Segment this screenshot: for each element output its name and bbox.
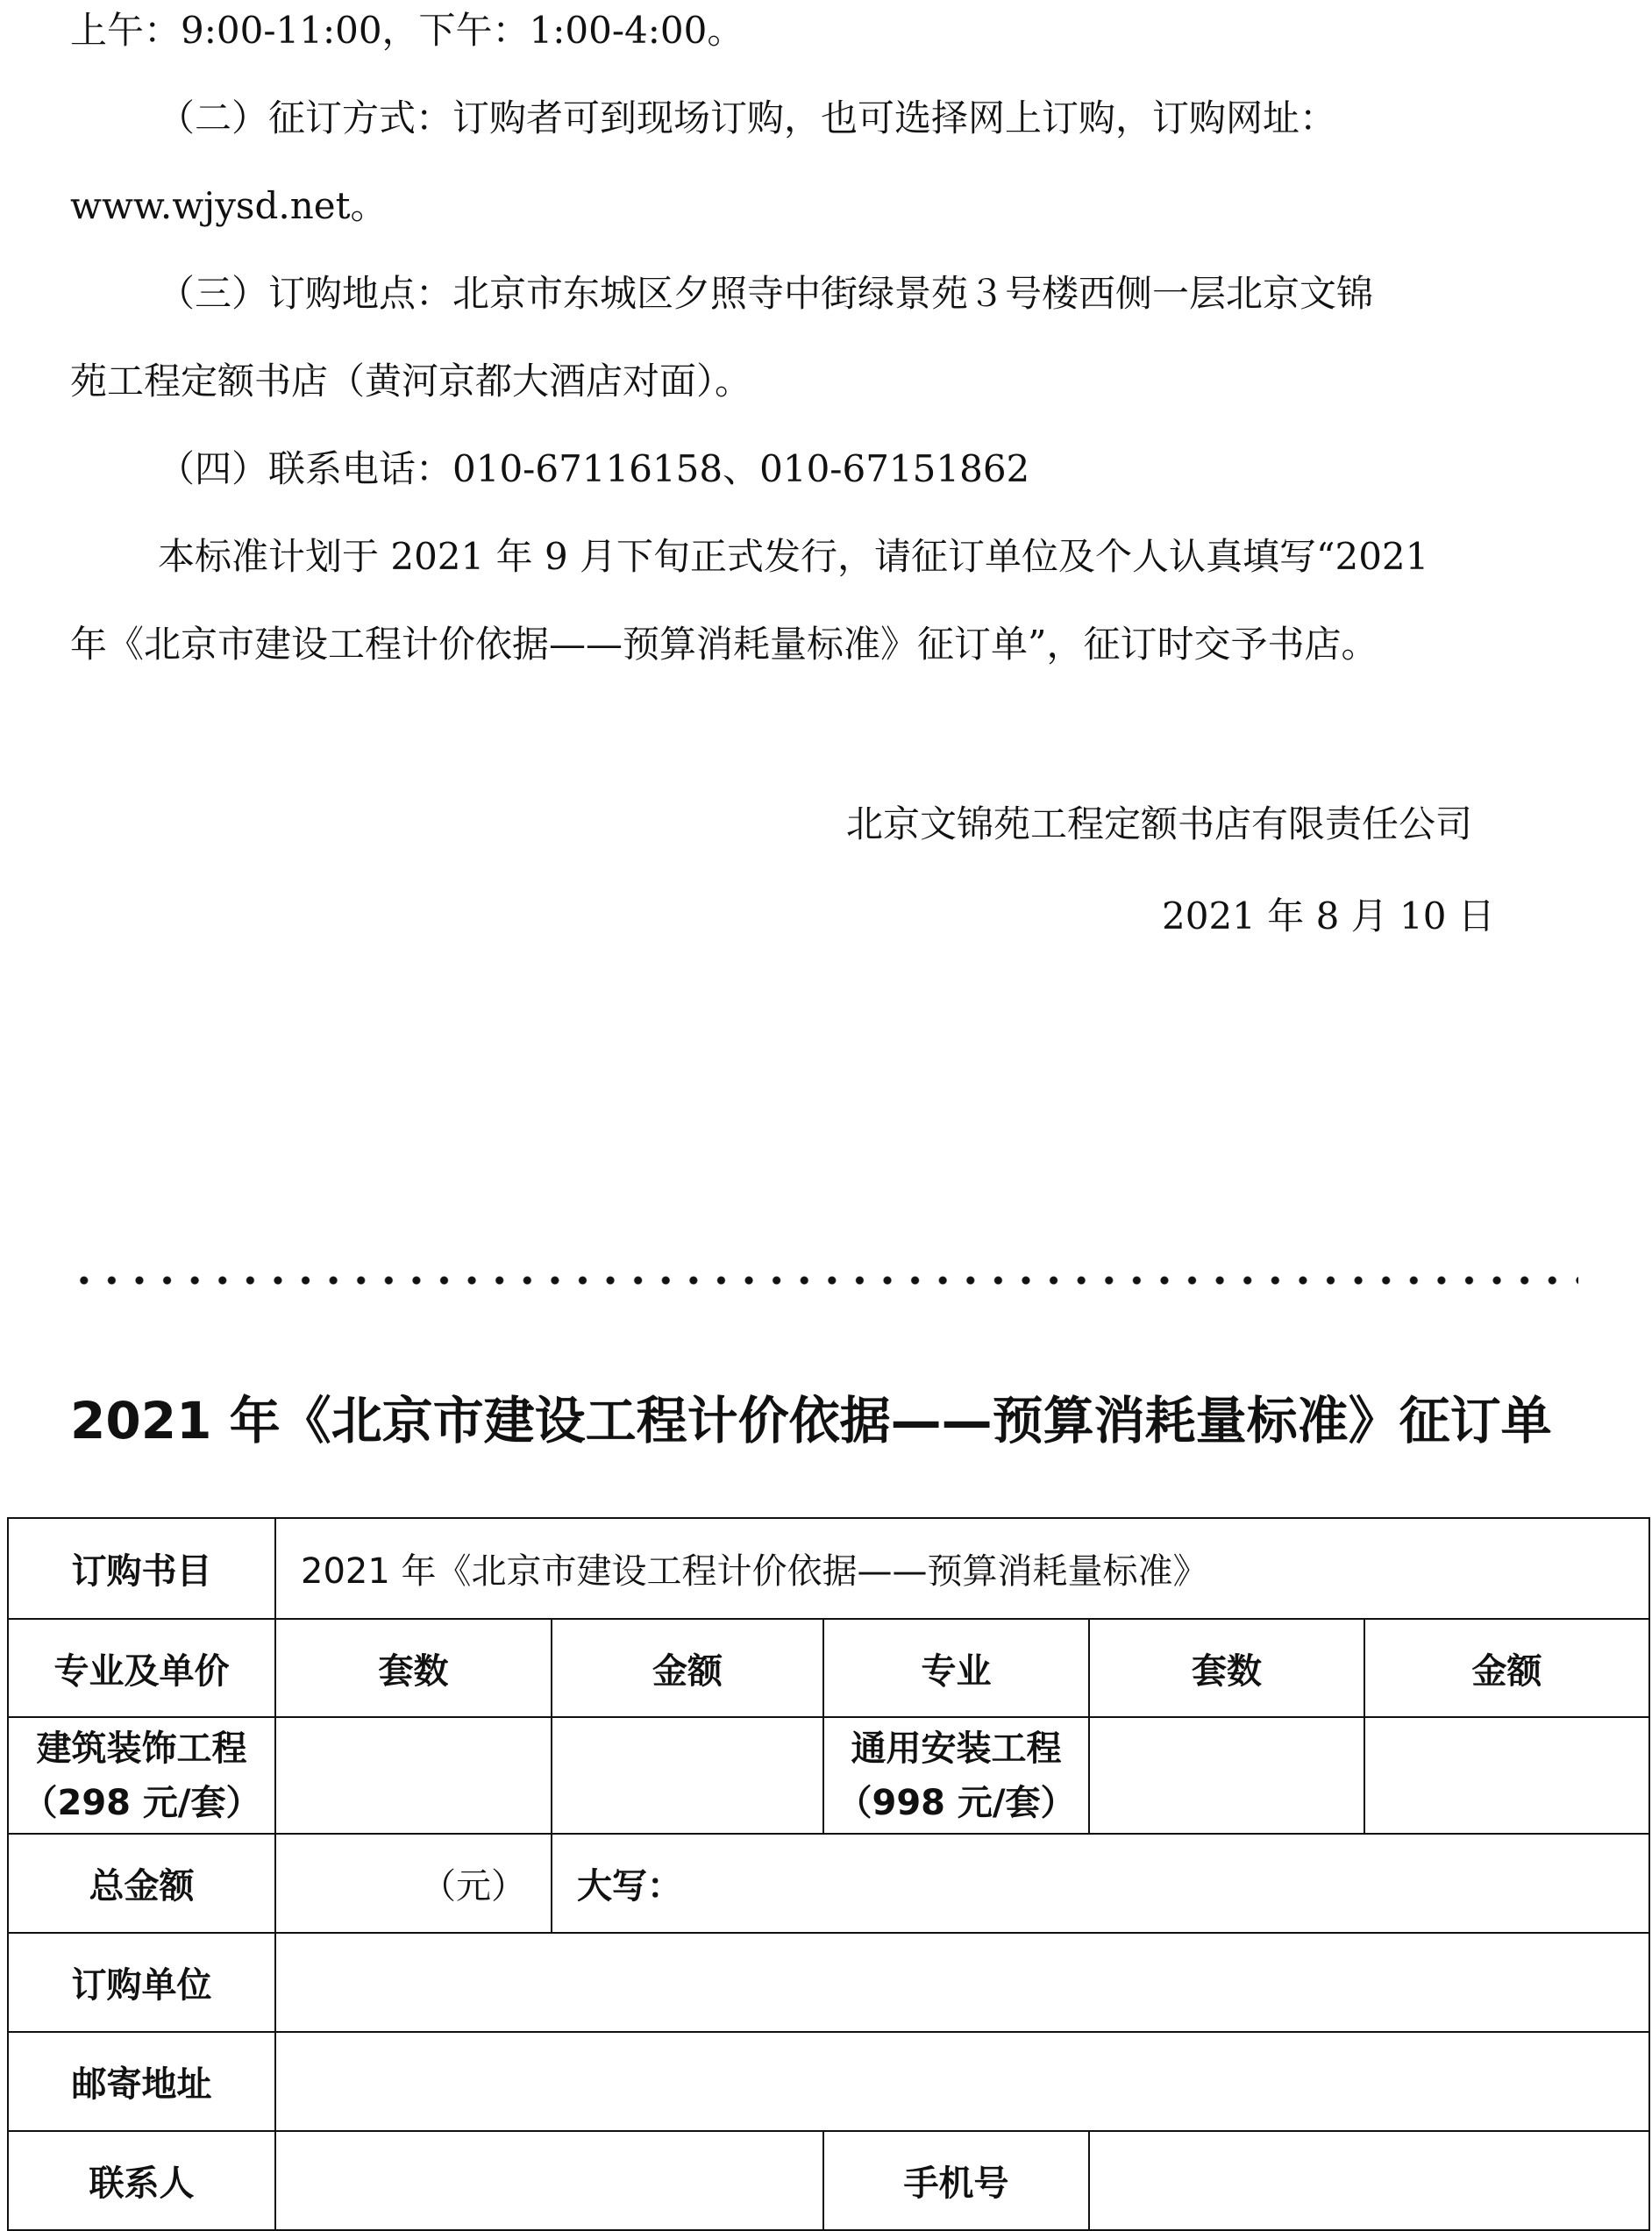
row-mail — [8, 2032, 1649, 2131]
order-address-text: （三）订购地点：北京市东城区夕照寺中街绿景苑３号楼西侧一层北京文锦 — [158, 272, 1374, 315]
row-contact — [8, 2131, 1649, 2230]
mobile-label: 手机号 — [823, 2131, 1089, 2230]
item-1-sets-field[interactable] — [275, 1717, 552, 1834]
cut-line — [70, 1272, 1578, 1289]
amount-header-2: 金额 — [1364, 1619, 1649, 1717]
specialty-price-header: 专业及单价 — [8, 1619, 275, 1717]
total-amount-field[interactable] — [275, 1834, 552, 1933]
book-value: 2021 年《北京市建设工程计价依据——预算消耗量标准》 — [275, 1518, 1649, 1619]
release-plan-text: 本标准计划于 2021 年 9 月下旬正式发行，请征订单位及个人认真填写“2021 — [158, 535, 1429, 578]
contact-label: 联系人 — [8, 2131, 275, 2230]
order-method-text: （二）征订方式：订购者可到现场订购，也可选择网上订购，订购网址： — [158, 96, 1337, 139]
mail-label: 邮寄地址 — [8, 2032, 275, 2131]
phone-text: （四）联系电话：010-67116158、010-67151862 — [158, 447, 1030, 490]
company-signature: 北京文锦苑工程定额书店有限责任公司 — [846, 802, 1473, 845]
form-title: 2021 年《北京市建设工程计价依据——预算消耗量标准》征订单 — [70, 1391, 1552, 1451]
item-1-price: （298 元/套） — [22, 1782, 261, 1823]
item-2-price: （998 元/套） — [837, 1782, 1076, 1823]
row-header — [8, 1619, 1649, 1717]
unit-field[interactable] — [275, 1933, 1649, 2032]
row-book — [8, 1518, 1649, 1619]
order-form-table — [7, 1517, 1650, 2231]
amount-header-1: 金额 — [552, 1619, 823, 1717]
mobile-field[interactable] — [1089, 2131, 1649, 2230]
mail-field[interactable] — [275, 2032, 1649, 2131]
unit-label: 订购单位 — [8, 1933, 275, 2032]
total-capital-label: 大写： — [577, 1866, 682, 1907]
item-2-amount-field[interactable] — [1364, 1717, 1649, 1834]
row-unit — [8, 1933, 1649, 2032]
sets-header-1: 套数 — [275, 1619, 552, 1717]
item-1-cell — [8, 1717, 275, 1834]
item-2-cell — [823, 1717, 1089, 1834]
book-label: 订购书目 — [8, 1518, 275, 1619]
specialty-header: 专业 — [823, 1619, 1089, 1717]
order-website-text: www.wjysd.net。 — [70, 184, 388, 227]
total-label: 总金额 — [8, 1834, 275, 1933]
item-2-sets-field[interactable] — [1089, 1717, 1364, 1834]
release-plan-cont-text: 年《北京市建设工程计价依据——预算消耗量标准》征订单”，征订时交予书店。 — [70, 623, 1378, 666]
total-unit: （元） — [421, 1866, 526, 1907]
row-total — [8, 1834, 1649, 1933]
item-2-name: 通用安装工程 — [851, 1728, 1062, 1769]
letter-date: 2021 年 8 月 10 日 — [1162, 895, 1495, 937]
total-capital-field[interactable] — [552, 1834, 1649, 1933]
hours-text: 上午：9:00-11:00，下午：1:00-4:00。 — [70, 9, 744, 52]
row-items — [8, 1717, 1649, 1834]
item-1-amount-field[interactable] — [552, 1717, 823, 1834]
order-address-cont-text: 苑工程定额书店（黄河京都大酒店对面）。 — [70, 360, 752, 403]
sets-header-2: 套数 — [1089, 1619, 1364, 1717]
item-1-name: 建筑装饰工程 — [36, 1728, 247, 1769]
contact-field[interactable] — [275, 2131, 823, 2230]
